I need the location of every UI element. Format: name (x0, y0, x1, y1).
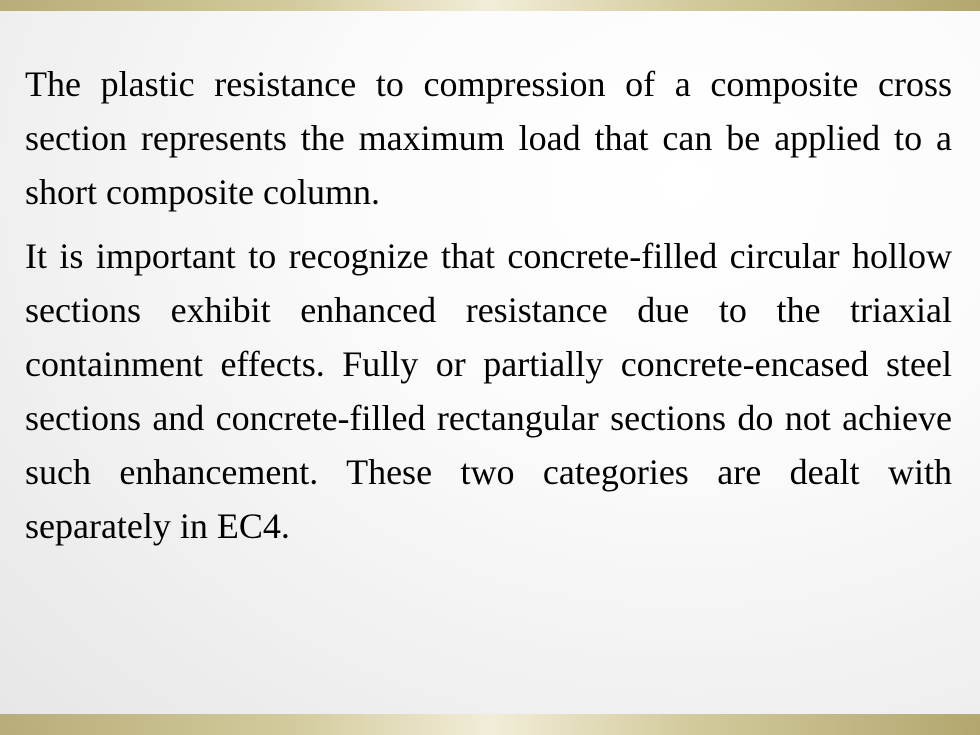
bottom-decorative-bar (0, 714, 980, 735)
paragraph-plastic-resistance: The plastic resistance to compression of a composite cross section represents the maximum load that can be applied to a short composite column. (25, 64, 952, 212)
slide-body-text (25, 57, 952, 553)
paragraph-enhanced-resistance: It is important to recognize that concrete-filled circular hollow sections exhibit enhanced resistance due to the triaxial containment effects. Fully or partially concrete-encased steel sections and concrete-filled rectangular sections do not achieve such enhancement. These two categories are dealt with separately in EC4. (25, 236, 952, 546)
top-decorative-bar (0, 0, 980, 11)
